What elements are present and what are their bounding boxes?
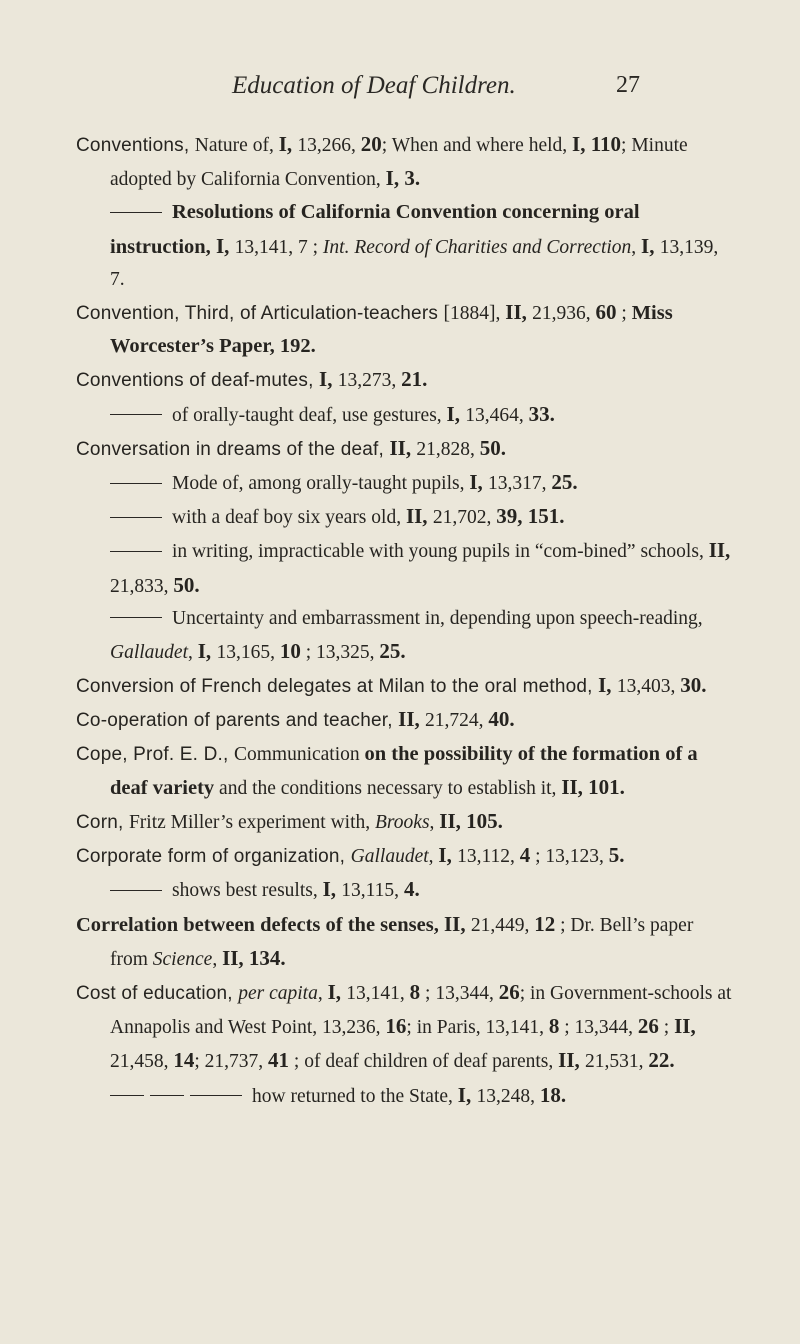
- entry-text: 4.: [403, 877, 420, 902]
- entry-text: II,: [389, 435, 417, 460]
- ditto-dash: [110, 617, 162, 618]
- entry-text: I,: [319, 367, 338, 392]
- entry-text: 50.: [173, 572, 200, 597]
- entry-text: 20: [360, 132, 382, 156]
- entry-text: 13,273,: [337, 370, 402, 392]
- entry-text: 13,317,: [488, 473, 552, 495]
- ditto-dash: [110, 212, 162, 213]
- ditto-dash: [190, 1095, 242, 1096]
- entry-text: I, 3.: [385, 166, 421, 191]
- entry-text: 16: [385, 1014, 407, 1039]
- entry-text: Uncertainty and embarrassment in, depending upon speech-reading,: [172, 607, 703, 629]
- entry-text: Cost of education,: [76, 983, 239, 1005]
- entry-text: Corporate form of organization,: [76, 846, 351, 868]
- entry-text: ; 13,344,: [559, 1017, 638, 1039]
- entry-text: I,: [197, 639, 217, 664]
- running-title: Education of Deaf Children.: [232, 72, 516, 99]
- entry-text: of orally-taught deaf, use gestures,: [172, 404, 447, 426]
- entry-text: 21,828,: [416, 438, 480, 460]
- entry-text: I,: [457, 1082, 477, 1107]
- entry-text: I,: [598, 673, 617, 698]
- entry-text: II,: [405, 504, 433, 529]
- index-subentry: [76, 196, 736, 296]
- index-entry: [76, 669, 736, 703]
- entry-text: Int. Record of Charities and Correction: [322, 236, 632, 258]
- entry-text: 10: [279, 639, 301, 664]
- entry-text: ; When and where held,: [381, 135, 573, 156]
- entry-text: Brooks: [375, 812, 430, 834]
- entry-text: Conventions of deaf-mutes,: [76, 370, 320, 392]
- entry-text: I, 110: [572, 132, 622, 156]
- entry-text: 25.: [551, 470, 578, 495]
- index-entry: [76, 296, 736, 363]
- entry-text: I,: [322, 877, 342, 902]
- page-number: 27: [616, 72, 640, 98]
- entry-text: ; Dr. Bell’s paper from: [110, 914, 694, 970]
- index-subentry: [76, 466, 736, 500]
- index-entry: [76, 703, 736, 737]
- entry-text: Miss Worcester’s Paper, 192.: [110, 302, 673, 358]
- ditto-dash: [110, 890, 162, 891]
- index-entry: [76, 976, 736, 1079]
- entry-text: Co-operation of parents and teacher,: [76, 710, 399, 732]
- index-subentry: [76, 398, 736, 432]
- entry-text: 13,112,: [457, 846, 520, 868]
- entry-text: II,: [708, 538, 731, 563]
- entry-text: ; 21,737,: [194, 1051, 269, 1073]
- entry-text: 12: [534, 911, 556, 936]
- entry-text: 13,248,: [476, 1085, 540, 1107]
- entry-text: 21,833,: [110, 575, 174, 597]
- index-entry: [76, 839, 736, 873]
- entry-text: 14: [173, 1048, 195, 1073]
- entry-text: Nature of,: [194, 135, 279, 156]
- entry-text: 21,458,: [110, 1051, 174, 1073]
- entry-text: Gallaudet: [110, 642, 188, 664]
- entry-text: I,: [438, 843, 458, 868]
- index-entry: [76, 363, 736, 397]
- entry-text: Mode of, among orally-taught pupils,: [172, 473, 470, 495]
- index-entry: [76, 805, 736, 839]
- entry-text: 21,936,: [532, 303, 596, 325]
- entry-text: I,: [469, 470, 489, 495]
- entry-text: 21,702,: [432, 507, 497, 529]
- entry-text: 41: [268, 1048, 290, 1073]
- entry-text: 13,464,: [465, 404, 529, 426]
- entry-text: 21,449,: [470, 914, 535, 936]
- index-entry: [76, 432, 736, 466]
- index-subentry: [76, 1079, 736, 1113]
- entry-text: ,: [212, 948, 223, 970]
- entry-text: Convention, Third, of Articulation-teachers: [76, 303, 444, 325]
- entry-text: with a deaf boy six years old,: [172, 507, 406, 529]
- entry-text: Corn,: [76, 812, 129, 834]
- entry-text: Fritz Miller’s experiment with,: [128, 812, 376, 834]
- entry-text: and the conditions necessary to establish it,: [214, 777, 562, 799]
- entry-text: 22.: [648, 1048, 675, 1073]
- index-entry: [76, 908, 736, 976]
- entry-text: ; in Government-schools at Annapolis and West Point, 13,236,: [110, 983, 732, 1039]
- entry-text: 30.: [680, 673, 707, 698]
- entry-text: Cope, Prof. E. D.,: [76, 743, 234, 765]
- entry-text: 26: [637, 1014, 659, 1039]
- entry-text: Conventions,: [76, 135, 195, 156]
- index-entries: [76, 128, 736, 1113]
- entry-text: ,: [188, 642, 198, 664]
- entry-text: 13,139, 7.: [110, 236, 719, 290]
- entry-text: 13,266,: [297, 135, 361, 156]
- entry-text: II, 101.: [561, 774, 625, 799]
- entry-text: 4: [519, 843, 531, 868]
- entry-text: Communication: [233, 743, 365, 765]
- entry-text: 13,403,: [616, 676, 681, 698]
- entry-text: II, 134.: [222, 945, 286, 970]
- entry-text: ,: [428, 846, 439, 868]
- entry-text: 40.: [488, 707, 515, 732]
- entry-text: ,: [429, 812, 440, 834]
- entry-text: II,: [674, 1014, 696, 1039]
- entry-text: 8: [409, 980, 421, 1005]
- entry-text: 21,724,: [425, 710, 489, 732]
- entry-text: on the possibility of the formation of a deaf variety: [110, 742, 698, 799]
- entry-text: 13,115,: [341, 880, 404, 902]
- index-subentry: [76, 603, 736, 669]
- entry-text: ;: [616, 303, 632, 325]
- entry-text: in writing, impracticable with young pupils in “com-bined” schools,: [172, 541, 709, 563]
- entry-text: 50.: [479, 435, 506, 460]
- entry-text: II,: [558, 1048, 585, 1073]
- entry-text: Conversation in dreams of the deaf,: [76, 438, 390, 460]
- entry-text: ; Minute adopted by California Convention,: [110, 135, 688, 191]
- entry-text: ; 13,344,: [420, 983, 499, 1005]
- entry-text: 25.: [379, 639, 406, 664]
- index-subentry: [76, 534, 736, 602]
- entry-text: Science: [152, 948, 213, 970]
- entry-text: II,: [505, 300, 533, 325]
- entry-text: ; 13,325,: [300, 642, 380, 664]
- entry-text: 18.: [539, 1082, 567, 1107]
- entry-text: Resolutions of California Convention concerning oral instruction,: [110, 201, 640, 258]
- entry-text: 39, 151.: [496, 504, 565, 529]
- entry-text: ,: [317, 983, 328, 1005]
- entry-text: how returned to the State,: [252, 1085, 458, 1107]
- entry-text: I,: [446, 401, 466, 426]
- entry-text: ;: [658, 1017, 675, 1039]
- entry-text: 26: [498, 980, 520, 1005]
- index-subentry: [76, 500, 736, 534]
- index-subentry: [76, 873, 736, 907]
- entry-text: ,: [631, 236, 642, 258]
- entry-text: II, 105.: [439, 809, 503, 834]
- entry-text: ; of deaf children of deaf parents,: [289, 1051, 559, 1073]
- ditto-dash: [110, 483, 162, 484]
- entry-text: 13,165,: [216, 642, 280, 664]
- entry-text: II,: [398, 707, 426, 732]
- entry-text: Gallaudet: [350, 846, 429, 868]
- entry-text: I,: [641, 233, 660, 258]
- entry-text: 21,531,: [585, 1051, 649, 1073]
- entry-text: 13,141, 7 ;: [234, 236, 323, 258]
- entry-text: Correlation between defects of the senses,: [76, 913, 444, 936]
- ditto-dash: [110, 414, 162, 415]
- entry-text: I,: [327, 980, 347, 1005]
- entry-text: 8: [548, 1014, 560, 1039]
- ditto-dash: [150, 1095, 184, 1096]
- entry-text: 13,141,: [346, 983, 410, 1005]
- entry-text: 60: [595, 300, 617, 325]
- ditto-dash: [110, 1095, 144, 1096]
- index-entry: [76, 738, 736, 805]
- entry-text: per capita: [238, 983, 318, 1005]
- entry-text: ; 13,123,: [530, 846, 609, 868]
- entry-text: 33.: [528, 401, 555, 426]
- index-entry: [76, 128, 736, 196]
- entry-text: I,: [215, 233, 235, 258]
- entry-text: shows best results,: [172, 880, 323, 902]
- ditto-dash: [110, 517, 162, 518]
- entry-text: 5.: [608, 843, 625, 868]
- entry-text: 21.: [401, 367, 428, 392]
- entry-text: Conversion of French delegates at Milan to the oral method,: [76, 676, 599, 698]
- entry-text: I,: [278, 132, 298, 156]
- ditto-dash: [110, 551, 162, 552]
- entry-text: ; in Paris, 13,141,: [406, 1017, 549, 1039]
- page-header: [0, 72, 800, 112]
- entry-text: II,: [443, 911, 471, 936]
- entry-text: [1884],: [443, 303, 506, 325]
